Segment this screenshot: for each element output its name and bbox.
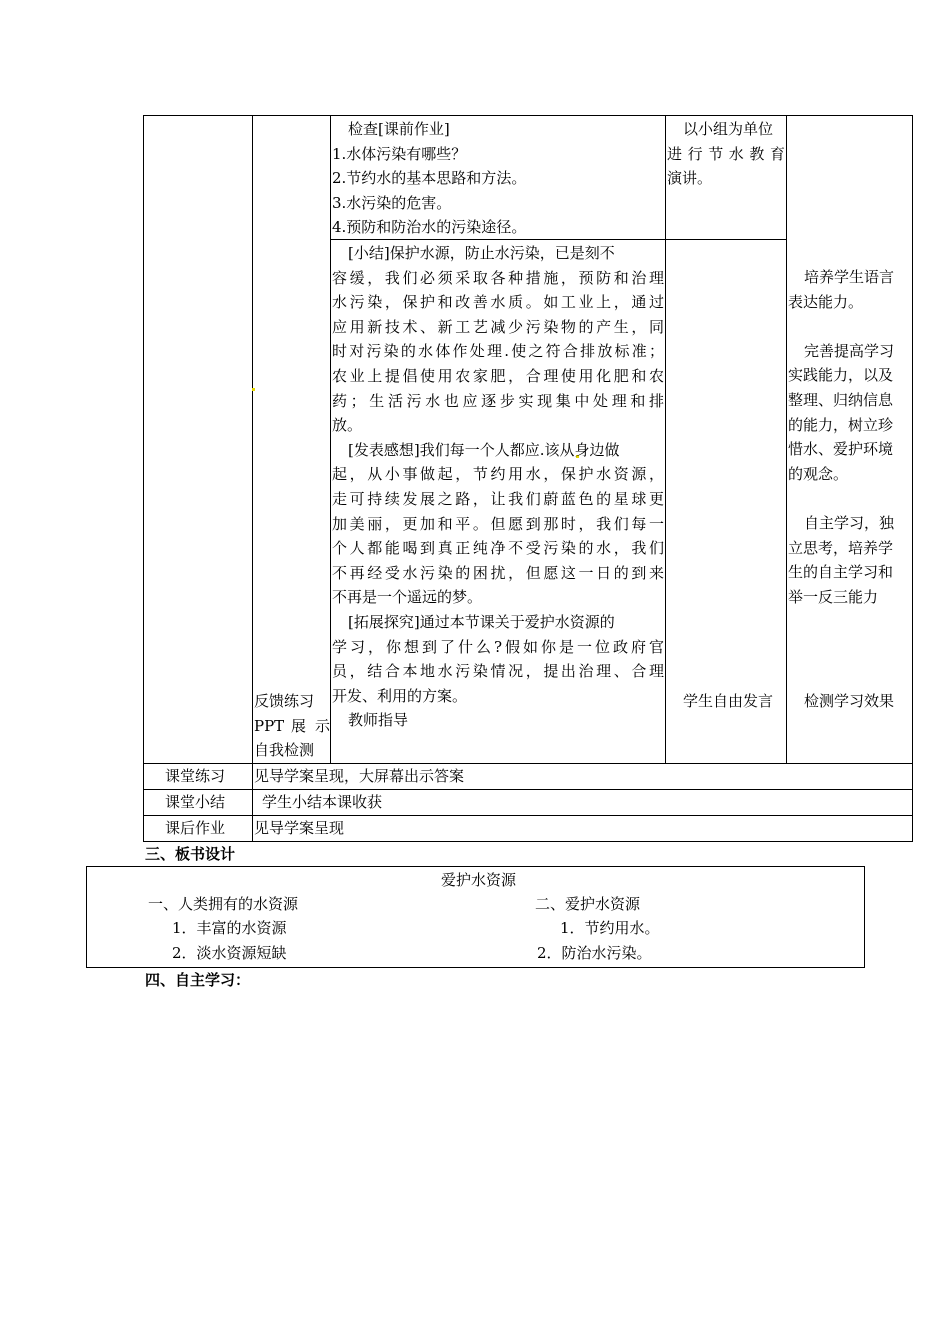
summary-line: 放。 [332,416,363,435]
homework-item: 2.节约水的基本思路和方法。 [332,169,527,188]
board-right-item: 2．防治水污染。 [537,944,652,962]
student-activity-group [667,117,785,191]
reflection-line: 加美丽，更加和平。但愿到那时，我们每一 [332,514,664,533]
student-activity-line: 演讲。 [667,169,713,188]
explore-line: 开发、利用的方案。 [332,686,468,705]
board-right-item: 1．节约用水。 [560,919,660,937]
reflection-line: 起，从小事做起，节约用水，保护水资源， [332,465,664,484]
summary-line: 时对污染的水体作处理.使之符合排放标准； [332,342,664,361]
homework-item: 3.水污染的危害。 [332,193,452,212]
intent-line: 完善提高学习 [804,341,895,360]
board-left-item: 1．丰富的水资源 [172,919,287,937]
intent-line: 的能力，树立珍 [788,415,894,434]
summary-line: 药；生活污水也应逐步实现集中处理和排 [332,391,664,410]
row-label-homework: 课后作业 [165,819,226,837]
summary-line: 水污染，保护和改善水质。如工业上，通过 [332,293,664,312]
section-heading: 四、自主学习： [145,971,251,989]
board-left-item: 2．淡水资源短缺 [172,944,287,962]
col2-label: 反馈练习 [254,692,315,710]
speck-mark [252,388,255,391]
check-homework-title: 检查[课前作业] [348,120,450,138]
explore-line: [拓展探究]通过本节课关于爱护水资源的 [348,612,615,631]
intent-line: 整理、归纳信息 [788,390,894,409]
intent-last: 检测学习效果 [804,692,895,710]
col2-label: PPT 展 示 [254,716,330,735]
col2-labels [254,689,330,763]
homework-item: 4.预防和防治水的污染途径。 [332,218,527,237]
intent-line: 生的自主学习和 [788,563,894,582]
reflection-line: 不再是一个遥远的梦。 [332,588,483,607]
student-free-speech: 学生自由发言 [683,692,774,710]
row-content-practice: 见导学案呈现，大屏幕出示答案 [254,767,465,785]
intent-line: 的观念。 [788,464,849,483]
intent-spacer [788,314,912,339]
reflection-line: [发表感想]我们每一个人都应.该从身边做 [348,440,620,459]
row-label-summary: 课堂小结 [165,793,226,811]
board-title: 爱护水资源 [441,871,517,889]
teacher-guidance: 教师指导 [348,711,409,730]
reflection-line: 不再经受水污染的困扰，但愿这一日的到来 [332,563,664,582]
summary-line: 容缓，我们必须采取各种措施，预防和治理 [332,268,664,287]
intent-line: 自主学习，独 [804,513,895,532]
row-label-practice: 课堂练习 [165,767,226,785]
explore-line: 员，结合本地水污染情况，提出治理、合理 [332,662,664,681]
board-left-head: 一、人类拥有的水资源 [148,895,299,913]
intent-spacer [788,486,912,511]
homework-item: 1.水体污染有哪些？ [332,144,467,163]
summary-line: [小结]保护水源，防止水污染，已是刻不 [348,244,615,262]
reflection-line: 走可持续发展之路，让我们蔚蓝色的星球更 [332,489,664,508]
intent-line: 实践能力，以及 [788,366,894,385]
student-activity-line: 进 行 节 水 教 育 [667,144,785,163]
explore-line: 学习，你想到了什么?假如你是一位政府官 [332,637,664,656]
summary-line: 农业上提倡使用农家肥，合理使用化肥和农 [332,366,664,385]
summary-line: 应用新技术、新工艺减少污染物的产生，同 [332,317,664,336]
teaching-content [332,241,664,733]
row-content-summary: 学生小结本课收获 [262,793,383,811]
intent-line: 惜水、爱护环境 [788,440,894,459]
reflection-line: 个人都能喝到真正纯净不受污染的水，我们 [332,539,664,558]
intent-line: 举一反三能力 [788,587,879,606]
section-heading: 三、板书设计 [145,845,236,863]
intent-line: 表达能力。 [788,292,864,311]
check-homework [332,117,664,240]
col2-label: 自我检测 [254,741,315,760]
design-intent [788,265,912,609]
row-content-homework: 见导学案呈现 [254,819,345,837]
board-right-head: 二、爱护水资源 [535,895,641,913]
intent-line: 立思考，培养学 [788,538,894,557]
student-activity-line: 以小组为单位 [683,120,774,138]
intent-line: 培养学生语言 [804,268,895,286]
